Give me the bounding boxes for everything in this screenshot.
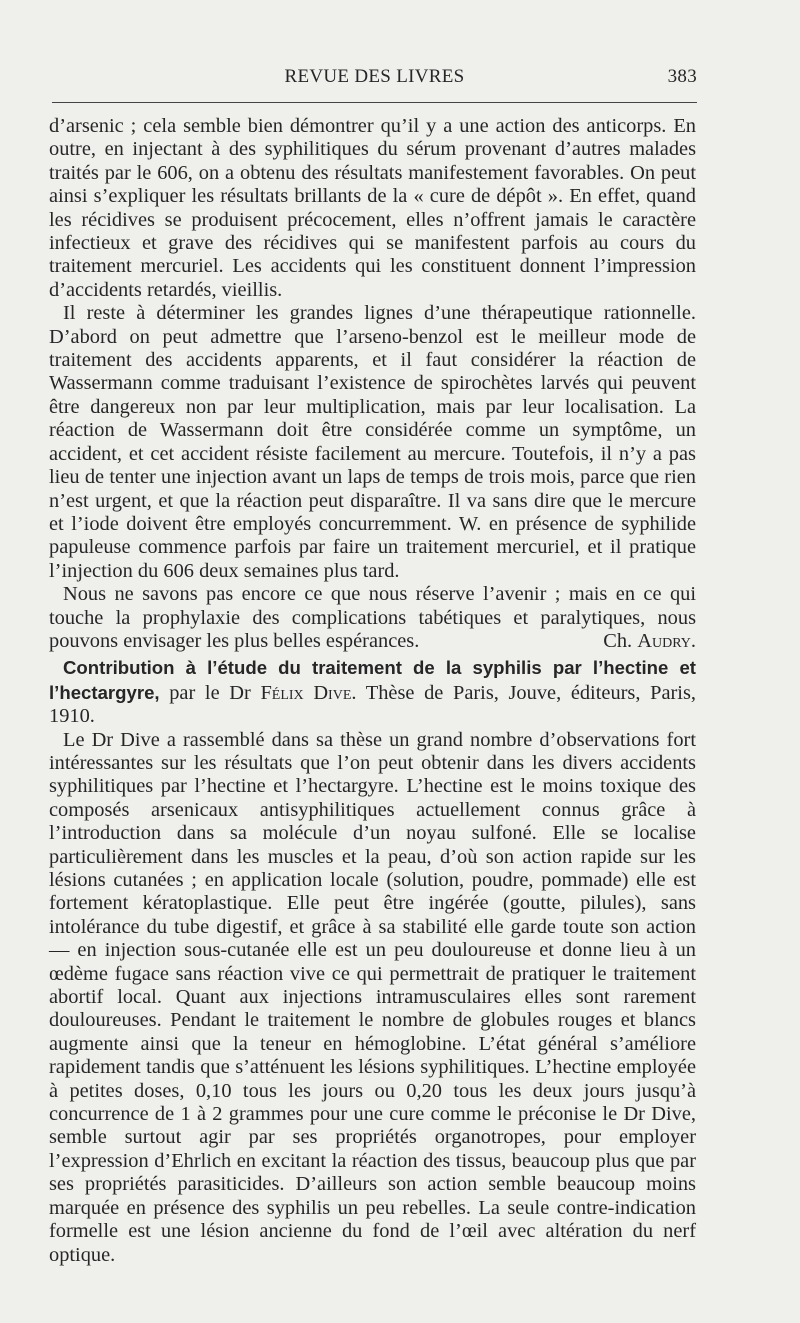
running-header — [52, 60, 697, 90]
page-body — [49, 115, 696, 1267]
header-rule — [52, 102, 697, 103]
paragraph-1: d’arsenic ; cela semble bien démontrer qu’il y a une action des anticorps. En outre, en injectant à des syphilitiques du sérum provenant d’autres malades traités par le 606, on a obtenu des résultats manifestement favorables. On peut ainsi s’expliquer les résultats brillants de la « cure de dépôt ». En effet, quand les récidives se produisent précocement, elles n’offrent jamais le caractère infectieux et grave des récidives qui se manifestent parfois au cours du traitement mercuriel. Les accidents qui les constituent donnent l’impression d’accidents retardés, vieillis. — [49, 115, 696, 301]
review-citation: . Thèse de Paris, Jouve, éditeurs, Paris, 1910. — [49, 681, 696, 728]
review-heading: Contribution à l’étude du traitement de la syphilis par l’hectine et l’hectargyre, par le Dr Félix Dive. Thèse de Paris, Jouve, éditeurs, Paris, 1910. — [49, 657, 696, 728]
page-number: 383 — [667, 66, 697, 87]
signature: Ch. Audry. — [603, 629, 696, 652]
signature-name: Audry. — [637, 629, 696, 652]
review-author: Félix Dive — [260, 681, 352, 704]
running-title: REVUE DES LIVRES — [284, 66, 465, 87]
paragraph-3 — [49, 583, 696, 653]
paragraph-4: Le Dr Dive a rassemblé dans sa thèse un grand nombre d’observations fort intéressantes sur les résultats que l’on peut obtenir dans les divers accidents syphilitiques par l’hectine et l’hectargyre. L’hectine est le moins toxique des composés arsenicaux antisyphilitiques actuellement connus grâce à l’introduction dans sa molécule d’un noyau sulfoné. Elle se localise particulièrement dans les muscles et la peau, d’où son action rapide sur les lésions cutanées ; en application locale (solution, poudre, pommade) elle est fortement kératoplastique. Elle peut être ingérée (goutte, pilules), sans intolérance du tube digestif, et grâce à sa stabilité elle garde toute son action — en injection sous-cutanée elle est un peu douloureuse et donne lieu à un œdème fugace sans réaction vive ce qui permettrait de pratiquer le traitement abortif local. Quant aux injections intramusculaires elles sont rarement douloureuses. Pendant le traitement le nombre de globules rouges et blancs augmente ainsi que la teneur en hémoglobine. L’état général s’améliore rapidement tandis que s’atténuent les lésions syphilitiques. L’hectine employée à petites doses, 0,10 tous les jours ou 0,20 tous les deux jours jusqu’à concurrence de 1 à 2 grammes pour une cure comme le préconise le Dr Dive, semble surtout agir par ses propriétés organotropes, pour employer l’expression d’Ehrlich en excitant la réaction des tissus, beaucoup plus que par ses propriétés parasiticides. D’ailleurs son action semble beaucoup moins marquée en présence des syphilis un peu rebelles. La seule contre-indication formelle est une lésion ancienne du fond de l’œil avec altération du nerf optique. — [49, 728, 696, 1266]
review-title: Contribution à l’étude du traitement de la syphilis par l’hectine et l’hectargyre, — [49, 657, 696, 703]
paragraph-2: Il reste à déterminer les grandes lignes d’une thérapeutique rationnelle. D’abord on peut admettre que l’arseno-benzol est le meilleur mode de traitement des accidents apparents, et il faut considérer la réaction de Wassermann comme traduisant l’existence de spirochètes larvés qui peuvent être dangereux non par leur multiplication, mais par leur localisation. La réaction de Wassermann doit être considérée comme un symptôme, un accident, et cet accident résiste facilement au mercure. Toutefois, il n’y a pas lieu de tenter une injection avant un laps de temps de trois mois, parce que rien n’est urgent, et que la réaction peut disparaître. Il va sans dire que le mercure et l’iode doivent être employés concurremment. W. en présence de syphilide papuleuse commence parfois par faire un traitement mercuriel, et il pratique l’injection du 606 deux semaines plus tard. — [49, 302, 696, 582]
paragraph-3-text: Nous ne savons pas encore ce que nous réserve l’avenir ; mais en ce qui touche la prophylaxie des complications tabétiques et paralytiques, nous pouvons envisager les plus belles espérances. — [49, 583, 696, 652]
